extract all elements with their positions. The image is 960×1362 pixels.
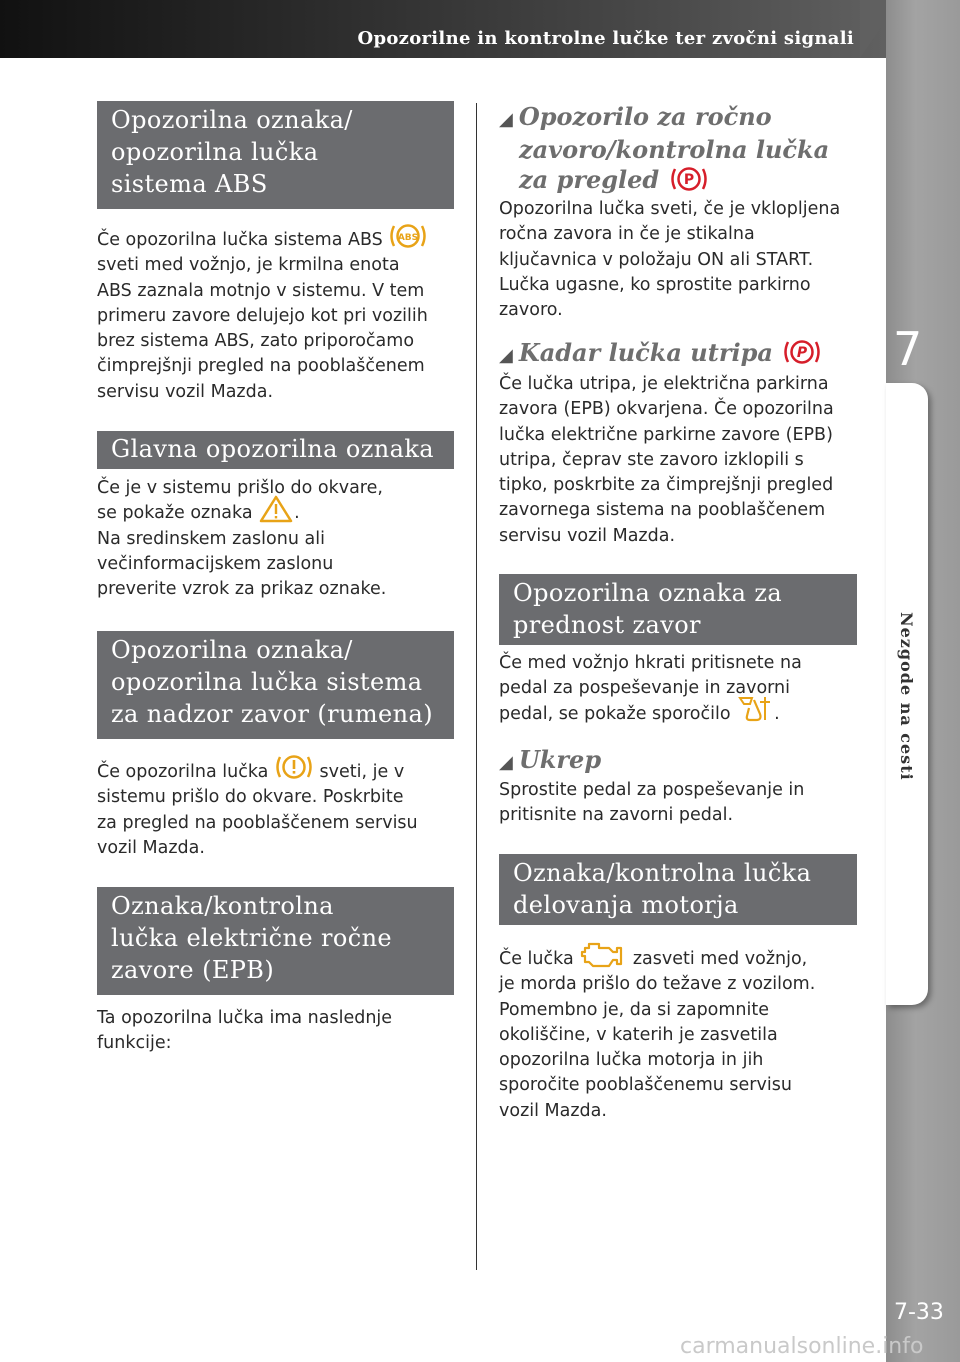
subheading-parking-check — [499, 102, 869, 195]
body-text: pedal, se pokaže sporočilo — [499, 703, 731, 724]
section-title-line: Oznaka/kontrolna — [111, 892, 334, 920]
section-title-line: Opozorilna oznaka/ — [111, 106, 353, 134]
body-text: zavoro. — [499, 300, 563, 321]
section-title-line: Opozorilna oznaka/ — [111, 636, 353, 664]
body-text: Če lučka — [499, 949, 574, 969]
section-title-line: Glavna opozorilna oznaka — [111, 435, 434, 463]
epb-body — [97, 1006, 467, 1057]
parking-brake-p-icon — [668, 163, 710, 195]
body-text: zavornega sistema na pooblaščenem — [499, 500, 826, 521]
svg-text:P: P — [797, 344, 808, 361]
body-text: sporočite pooblaščenemu servisu — [499, 1075, 792, 1096]
watermark: carmanualsonline.info — [680, 1334, 924, 1359]
subheading-text: za pregled — [519, 165, 660, 194]
body-text: sveti, je v — [319, 762, 405, 782]
body-text: čimprejšnji pregled na pooblaščenem — [97, 356, 425, 377]
body-text: . — [774, 703, 780, 724]
body-text: sistemu prišlo do okvare. Poskrbite — [97, 787, 404, 808]
body-text: Če lučka utripa, je električna parkirna — [499, 374, 829, 394]
body-text: Ta opozorilna lučka ima naslednje — [97, 1008, 393, 1028]
body-text: opozorilna lučka motorja in jih — [499, 1050, 764, 1071]
body-text: Če je v sistemu prišlo do okvare, — [97, 478, 383, 498]
body-text: Sprostite pedal za pospeševanje in — [499, 780, 805, 800]
body-text: servisu vozil Mazda. — [97, 381, 274, 402]
svg-text:ABS: ABS — [398, 233, 419, 243]
body-text: sveti med vožnjo, je krmilna enota — [97, 255, 400, 276]
body-text: je morda prišlo do težave z vozilom. — [499, 974, 816, 995]
parking-check-body — [499, 197, 869, 323]
blinking-body — [499, 372, 869, 549]
body-text: brez sistema ABS, zato priporočamo — [97, 331, 415, 352]
body-text: ključavnica v položaju ON ali START. — [499, 249, 814, 270]
body-text: Na sredinskem zaslonu ali — [97, 528, 325, 549]
body-text: Lučka ugasne, ko sprostite parkirno — [499, 274, 811, 295]
master-warning-body — [97, 476, 467, 602]
subheading-text: Opozorilo za ročno — [518, 102, 772, 131]
section-title-line: delovanja motorja — [513, 891, 739, 919]
body-text: Pomembno je, da si zapomnite — [499, 999, 770, 1020]
parking-brake-p-icon — [781, 336, 823, 368]
body-text: Če opozorilna lučka sistema ABS — [97, 230, 383, 250]
brake-override-foot-icon — [736, 694, 774, 724]
body-text: vozil Mazda. — [499, 1100, 607, 1121]
page-header-title: Opozorilne in kontrolne lučke ter zvočni signali — [357, 28, 854, 49]
abs-warning-icon — [388, 221, 428, 251]
body-text: tipko, poskrbite za čimprejšnji pregled — [499, 475, 834, 496]
chapter-number: 7 — [893, 322, 923, 376]
body-text: za pregled na pooblaščenem servisu — [97, 812, 418, 833]
body-text: zavora (EPB) okvarjena. Če opozorilna — [499, 399, 834, 420]
section-title-line: lučka električne ročne — [111, 924, 393, 952]
body-text: Če med vožnjo hkrati pritisnete na — [499, 653, 802, 673]
section-title-line: opozorilna lučka — [111, 138, 319, 166]
body-text: ABS zaznala motnjo v sistemu. V tem — [97, 280, 425, 301]
section-title-epb — [97, 887, 454, 995]
body-text: zasveti med vožnjo, — [632, 949, 808, 969]
subheading-text: Ukrep — [518, 745, 602, 774]
body-text: lučka električne parkirne zavore (EPB) — [499, 424, 833, 445]
page-number: 7-33 — [894, 1300, 944, 1325]
master-warning-triangle-icon — [258, 494, 294, 524]
body-text: pedal za pospeševanje in zavorni — [499, 678, 790, 699]
body-text: primeru zavore delujejo kot pri vozilih — [97, 305, 428, 326]
section-title-line: Oznaka/kontrolna lučka — [513, 859, 812, 887]
check-engine-icon — [579, 938, 627, 970]
body-text: Opozorilna lučka sveti, če je vklopljena — [499, 199, 841, 219]
body-text: funkcije: — [97, 1033, 172, 1054]
body-text: . — [294, 503, 300, 524]
section-title-line: opozorilna lučka sistema — [111, 668, 423, 696]
section-title-line: Opozorilna oznaka za — [513, 579, 783, 607]
chapter-label: Nezgode na cesti — [897, 612, 916, 781]
action-body — [499, 778, 869, 829]
section-title-master-warning — [97, 431, 454, 469]
brake-system-amber-icon — [274, 751, 314, 783]
bullet-triangle-icon: ◢ — [499, 109, 513, 130]
subheading-action — [499, 745, 869, 778]
section-title-line: prednost zavor — [513, 611, 701, 639]
subheading-text: zavoro/kontrolna lučka — [519, 135, 830, 164]
bullet-triangle-icon: ◢ — [499, 752, 513, 773]
section-title-line: sistema ABS — [111, 170, 268, 198]
brake-system-body — [97, 760, 467, 861]
section-title-brake-system — [97, 631, 454, 739]
body-text: utripa, čeprav ste zavoro izklopili s — [499, 449, 804, 470]
section-title-line: zavore (EPB) — [111, 956, 275, 984]
body-text: ročna zavora in če je stikalna — [499, 224, 755, 245]
section-title-engine — [499, 854, 857, 925]
body-text: večinformacijskem zaslonu — [97, 553, 334, 574]
body-text: okoliščine, v katerih je zasvetila — [499, 1024, 778, 1045]
brake-override-body — [499, 651, 869, 727]
section-title-line: za nadzor zavor (rumena) — [111, 700, 433, 728]
body-text: preverite vzrok za prikaz oznake. — [97, 579, 387, 600]
body-text: Če opozorilna lučka — [97, 762, 269, 782]
body-text: pritisnite na zavorni pedal. — [499, 805, 734, 826]
column-divider — [476, 103, 477, 1270]
section-title-brake-override — [499, 574, 857, 645]
subheading-blinking — [499, 338, 869, 371]
subheading-text: Kadar lučka utripa — [518, 338, 773, 367]
engine-body — [499, 947, 869, 1124]
body-text: se pokaže oznaka — [97, 503, 253, 524]
svg-text:P: P — [683, 171, 694, 188]
body-text: servisu vozil Mazda. — [499, 525, 676, 546]
abs-body — [97, 228, 467, 405]
section-title-abs — [97, 101, 454, 209]
body-text: vozil Mazda. — [97, 837, 205, 858]
bullet-triangle-icon: ◢ — [499, 345, 513, 366]
